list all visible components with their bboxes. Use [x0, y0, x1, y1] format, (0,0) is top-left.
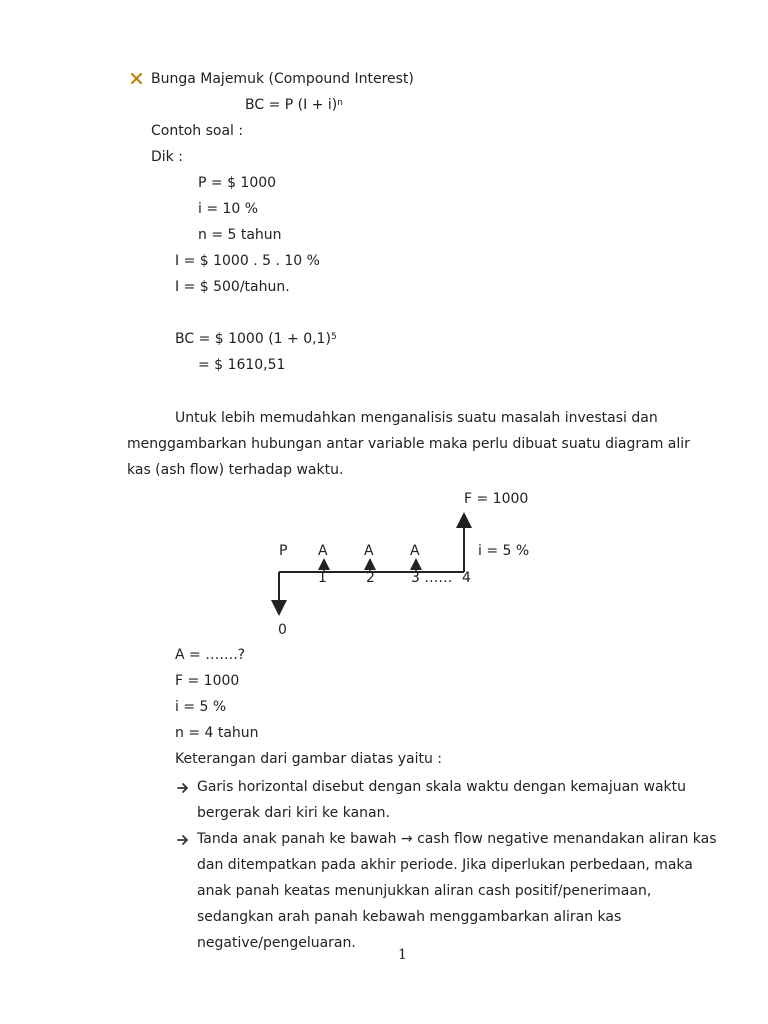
bc-calc-base: BC = $ 1000 (1 + 0,1): [175, 331, 331, 347]
intro-paragraph: [127, 405, 717, 483]
tick-3: 3 ……: [411, 570, 453, 586]
n-given: n = 4 tahun: [175, 725, 259, 741]
arrow-bullet-icon: [176, 781, 190, 795]
x-mark-icon: [130, 72, 143, 85]
i-value: i = 10 %: [198, 201, 259, 217]
n-value: n = 5 tahun: [198, 227, 282, 243]
bc-result: = $ 1610,51: [198, 357, 286, 373]
a-label-1: A: [318, 543, 328, 559]
arrow-bullet-icon: [176, 833, 190, 847]
a-label-3: A: [410, 543, 420, 559]
tick-1: 1: [318, 570, 327, 586]
note-bullet-1: Garis horizontal disebut dengan skala waktu dengan kemajuan waktu bergerak dari kiri ke kanan.: [197, 779, 687, 821]
cash-flow-diagram: [0, 480, 768, 650]
interest-result: I = $ 500/tahun.: [175, 279, 290, 295]
p-label: P: [279, 543, 288, 559]
tick-4: 4: [462, 570, 471, 586]
paragraph-text: Untuk lebih memudahkan menganalisis suatu masalah investasi dan menggambarkan hubungan antar variable maka perlu dibuat suatu diagram alir kas (ash flow) terhadap waktu.: [127, 410, 690, 478]
formula-exponent: n: [337, 98, 343, 108]
interest-calc: I = $ 1000 . 5 . 10 %: [175, 253, 320, 269]
i-given: i = 5 %: [175, 699, 227, 715]
p-value: P = $ 1000: [198, 175, 277, 191]
f-given: F = 1000: [175, 673, 240, 689]
a-question: A = …….?: [175, 647, 246, 663]
a-label-2: A: [364, 543, 374, 559]
bc-calc: [175, 330, 337, 348]
example-heading: Contoh soal :: [151, 123, 244, 139]
note-bullet-2: Tanda anak panah ke bawah → cash flow negative menandakan aliran kas dan ditempatkan pada akhir periode. Jika diperlukan perbedaan, maka anak panah keatas menunjukkan aliran cash positif/penerimaan, sedangkan arah panah kebawah menggambarkan aliran kas negative/pengeluaran.: [197, 831, 717, 951]
page-number: 1: [398, 947, 407, 963]
tick-2: 2: [366, 570, 375, 586]
zero-label: 0: [278, 622, 287, 638]
bc-calc-exponent: 5: [330, 332, 337, 342]
notes-heading: Keterangan dari gambar diatas yaitu :: [175, 751, 442, 767]
formula-base: BC = P (I + i): [245, 97, 338, 113]
section-title: Bunga Majemuk (Compound Interest): [151, 71, 414, 87]
f-label: F = 1000: [464, 491, 529, 507]
rate-label: i = 5 %: [478, 543, 530, 559]
compound-formula: [245, 96, 343, 114]
given-label: Dik :: [151, 149, 183, 165]
